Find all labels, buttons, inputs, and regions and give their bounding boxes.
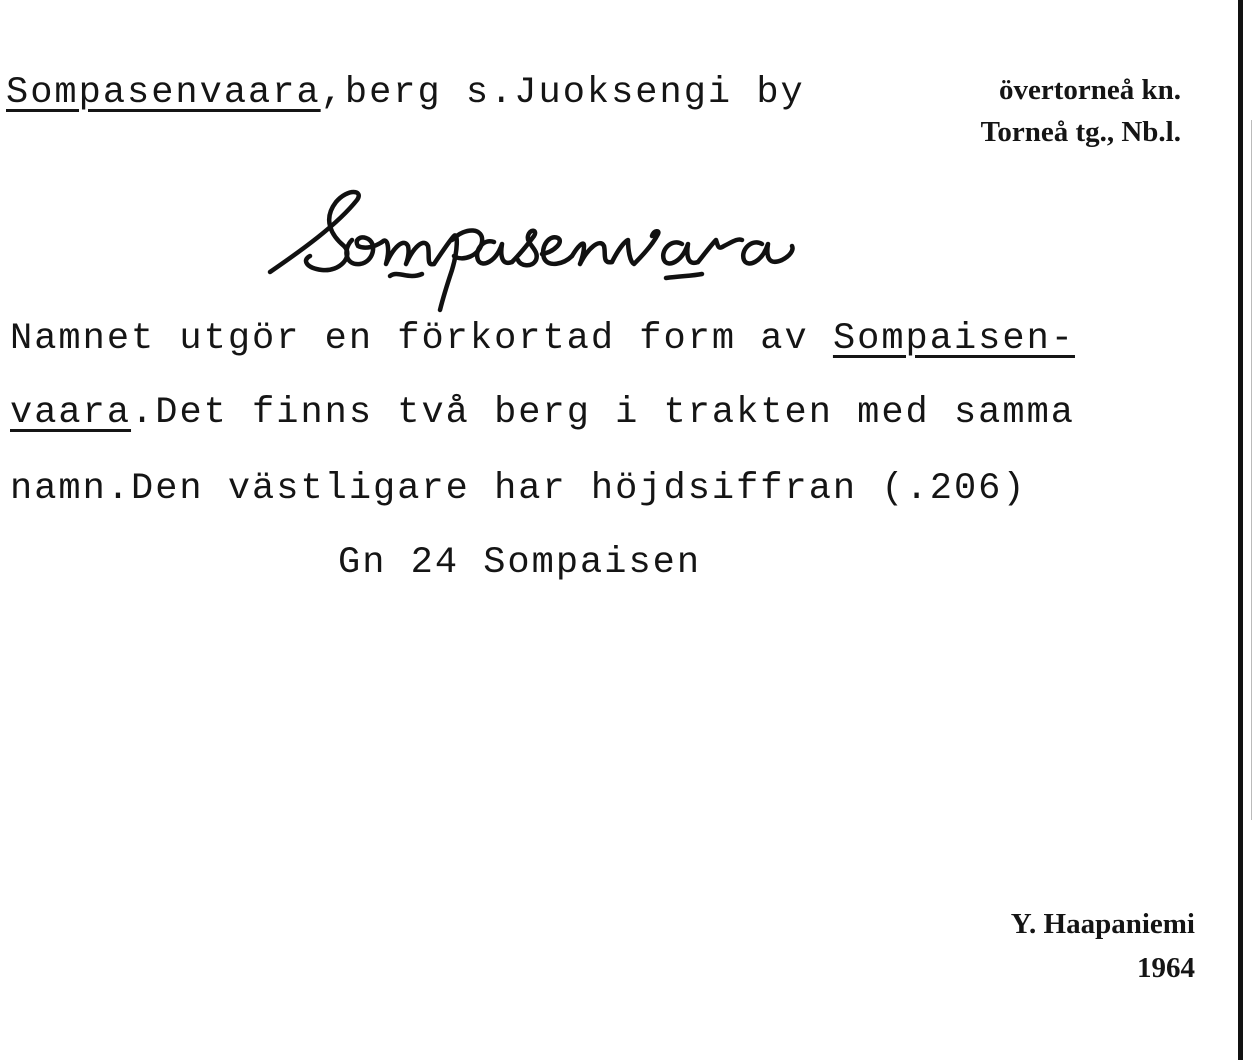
body-line-1-text: Namnet utgör en förkortad form av [10, 318, 833, 360]
body-line-2 [10, 392, 1075, 434]
admin-district: Torneå tg., Nb.l. [980, 116, 1181, 148]
card-edge-shadow [1251, 120, 1252, 820]
admin-municipality: övertorneå kn. [998, 74, 1181, 106]
author: Y. Haapaniemi [1010, 908, 1195, 940]
full-name-part-1: Sompaisen- [832, 318, 1075, 360]
year: 1964 [1137, 952, 1195, 984]
body-line-3: namn.Den västligare har höjdsiffran (.206) [10, 468, 1027, 510]
full-name-part-2: vaara [10, 392, 132, 434]
card-edge-line [1238, 0, 1243, 1060]
reference-line: Gn 24 Sompaisen [338, 542, 702, 584]
body-line-2-text: .Det finns två berg i trakten med samma [131, 392, 1075, 434]
handwritten-name-signature [262, 180, 982, 320]
body-line-1 [10, 318, 1075, 360]
header-line [6, 72, 805, 114]
headword: Sompasenvaara [6, 72, 321, 114]
descriptor: ,berg s.Juoksengi by [320, 72, 805, 114]
